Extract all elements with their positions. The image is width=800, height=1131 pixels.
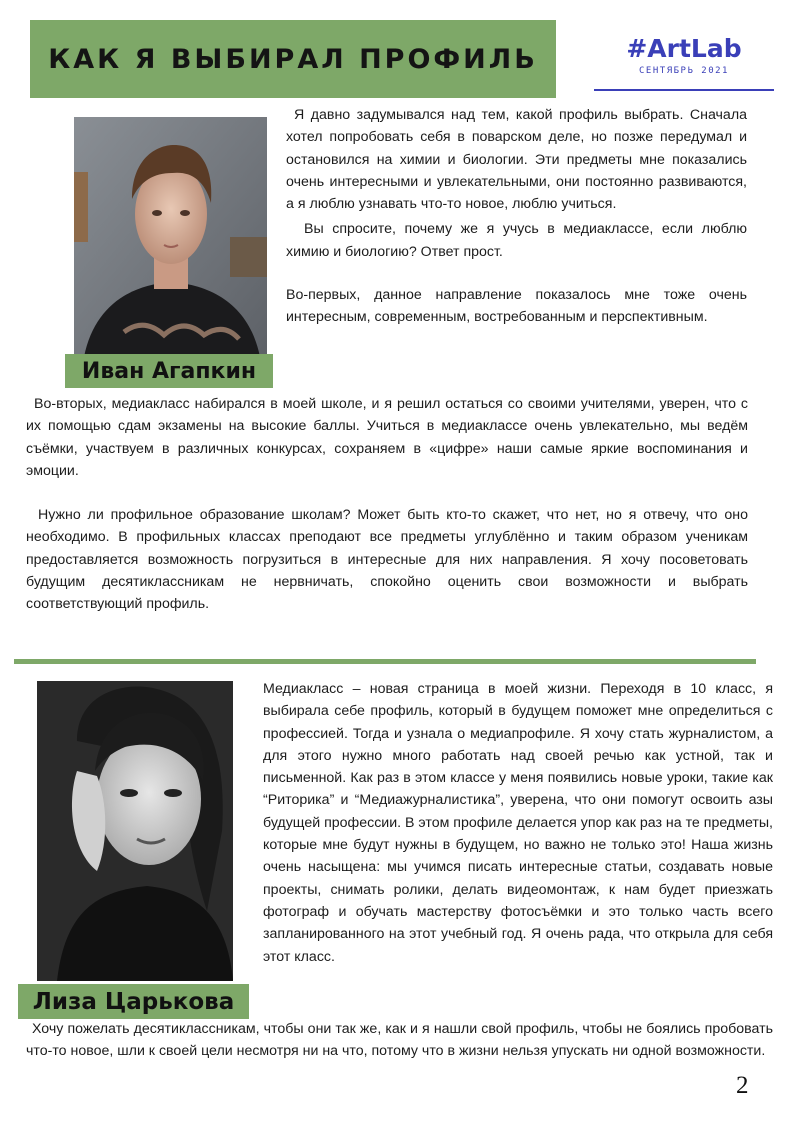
paragraph: Нужно ли профильное образование школам? Может быть кто-то скажет, что нет, но я отвечу, что оно необходимо. В профильных классах преподают все предметы углублённо и таким образом ученикам предоставляется возможность погрузиться в интересные для них направления. Я хочу посоветовать будущим десятиклассникам не нервничать, спокойно оценить свои возможности и выбрать соответствующий профиль.	[26, 507, 748, 613]
section-divider	[14, 659, 756, 664]
ivan-intro-text	[286, 104, 747, 329]
ivan-name-label: Иван Агапкин	[65, 354, 273, 388]
issue-date: СЕНТЯБРЬ 2021	[639, 66, 729, 76]
liza-intro-text	[263, 678, 773, 968]
brand-logo: #ArtLab	[626, 34, 742, 63]
paragraph: Вы спросите, почему же я учусь в медиаклассе, если люблю химию и биологию? Ответ прост.	[286, 221, 747, 260]
page-number: 2	[736, 1072, 749, 1099]
brand-block	[594, 34, 774, 76]
ivan-main-text	[26, 393, 748, 616]
ivan-portrait-photo	[74, 117, 267, 357]
liza-name-label: Лиза Царькова	[18, 984, 249, 1019]
paragraph: Я давно задумывался над тем, какой профиль выбрать. Сначала хотел попробовать себя в поварском деле, но позже передумал и остановился на химии и биологии. Эти предметы мне показались очень интересными и увлекательными, они постоянно развиваются, а я люблю узнавать что-то новое, люблю учиться.	[286, 107, 747, 213]
brand-underline	[594, 89, 774, 91]
paragraph: Во-первых, данное направление показалось мне тоже очень интересным, современным, востребованным и перспективным.	[286, 287, 747, 326]
paragraph: Хочу пожелать десятиклассникам, чтобы они так же, как и я нашли свой профиль, чтобы не боялись пробовать что-то новое, шли к своей цели несмотря ни на что, потому что в жизни нельзя упускать ни одной возможности.	[26, 1021, 773, 1060]
title-banner	[30, 20, 556, 98]
liza-closing-text	[26, 1018, 773, 1063]
paragraph: Медиакласс – новая страница в моей жизни. Переходя в 10 класс, я выбирала себе профиль, который в будущем поможет мне определиться с профессией. Тогда и узнала о медиапрофиле. Я хочу стать журналистом, а для этого нужно много работать над своей речью как устной, так и письменной. Как раз в этом классе у меня появились новые уроки, такие как “Риторика” и “Медиажурналистика”, уверена, что они помогут освоить азы будущей профессии. В этом профиле делается упор как раз на те предметы, которые мне будут нужны в будущем, но важно не только это! Наша жизнь очень насыщена: мы учимся писать интересные статьи, создавать новые проекты, снимать ролики, делать видеомонтаж, к нам будет приезжать фотограф и обучать мастерству фотосъёмки и это только часть всего запланированного на этот учебный год. Я очень рада, что открыла для себя этот класс.	[263, 681, 773, 965]
paragraph: Во-вторых, медиакласс набирался в моей школе, и я решил остаться со своими учителями, уверен, что с их помощью сдам экзамены на высокие баллы. Учиться в медиаклассе очень увлекательно, мы ведём съёмки, участвуем в различных конкурсах, сохраняем в «цифре» наши самые яркие воспоминания и эмоции.	[26, 396, 748, 479]
page-title: КАК Я ВЫБИРАЛ ПРОФИЛЬ	[48, 43, 538, 75]
liza-portrait-photo	[37, 681, 233, 981]
